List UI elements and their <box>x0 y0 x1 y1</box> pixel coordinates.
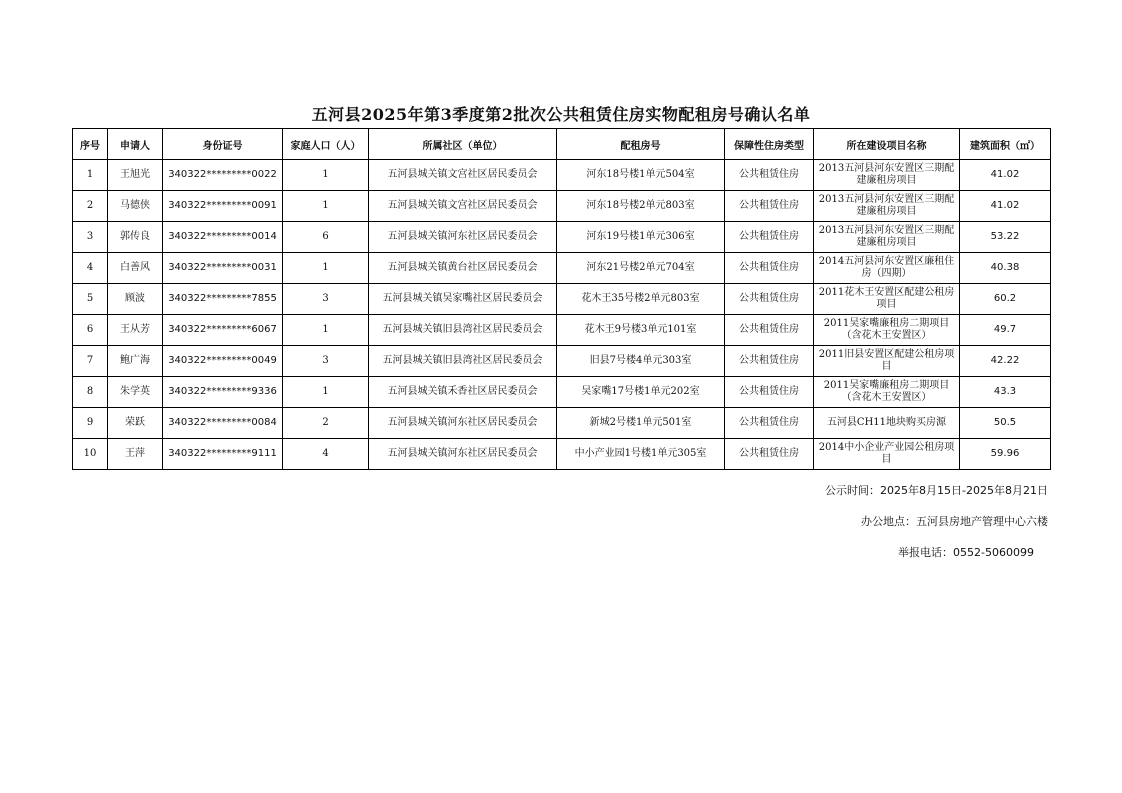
cell-project: 2011吴家嘴廉租房二期项目（含花木王安置区） <box>814 377 960 408</box>
office-location: 办公地点：五河县房地产管理中心六楼 <box>861 515 1048 528</box>
table-row <box>73 315 1051 346</box>
cell-housing-type: 公共租赁住房 <box>725 160 814 191</box>
cell-room: 河东21号楼2单元704室 <box>557 253 725 284</box>
cell-applicant: 王旭光 <box>108 160 163 191</box>
cell-housing-type: 公共租赁住房 <box>725 222 814 253</box>
cell-seq: 8 <box>73 377 108 408</box>
cell-id-number: 340322*********9111 <box>163 439 283 470</box>
cell-family-size: 6 <box>283 222 369 253</box>
cell-id-number: 340322*********6067 <box>163 315 283 346</box>
cell-housing-type: 公共租赁住房 <box>725 377 814 408</box>
cell-project: 2011花木王安置区配建公租房项目 <box>814 284 960 315</box>
cell-area: 43.3 <box>960 377 1051 408</box>
cell-applicant: 王从芳 <box>108 315 163 346</box>
cell-seq: 5 <box>73 284 108 315</box>
cell-community: 五河县城关镇河东社区居民委员会 <box>369 222 557 253</box>
cell-seq: 10 <box>73 439 108 470</box>
header-community: 所属社区（单位） <box>369 129 557 160</box>
cell-applicant: 荣跃 <box>108 408 163 439</box>
cell-id-number: 340322*********0022 <box>163 160 283 191</box>
cell-project: 五河县CH11地块购买房源 <box>814 408 960 439</box>
cell-applicant: 鲍广海 <box>108 346 163 377</box>
document-title: 五河县2025年第3季度第2批次公共租赁住房实物配租房号确认名单 <box>311 105 811 124</box>
confirmation-table <box>72 128 1051 470</box>
table-row <box>73 408 1051 439</box>
cell-id-number: 340322*********0014 <box>163 222 283 253</box>
table-row <box>73 222 1051 253</box>
cell-project: 2013五河县河东安置区三期配建廉租房项目 <box>814 222 960 253</box>
cell-room: 花木王9号楼3单元101室 <box>557 315 725 346</box>
cell-family-size: 1 <box>283 315 369 346</box>
cell-housing-type: 公共租赁住房 <box>725 191 814 222</box>
cell-housing-type: 公共租赁住房 <box>725 253 814 284</box>
cell-id-number: 340322*********0091 <box>163 191 283 222</box>
table-row <box>73 284 1051 315</box>
table-row <box>73 439 1051 470</box>
header-family-size: 家庭人口（人） <box>283 129 369 160</box>
cell-seq: 1 <box>73 160 108 191</box>
cell-area: 53.22 <box>960 222 1051 253</box>
cell-room: 吴家嘴17号楼1单元202室 <box>557 377 725 408</box>
cell-room: 河东19号楼1单元306室 <box>557 222 725 253</box>
cell-family-size: 2 <box>283 408 369 439</box>
header-id-number: 身份证号 <box>163 129 283 160</box>
cell-community: 五河县城关镇吴家嘴社区居民委员会 <box>369 284 557 315</box>
cell-area: 41.02 <box>960 191 1051 222</box>
cell-community: 五河县城关镇旧县湾社区居民委员会 <box>369 315 557 346</box>
cell-area: 40.38 <box>960 253 1051 284</box>
cell-seq: 9 <box>73 408 108 439</box>
cell-applicant: 王萍 <box>108 439 163 470</box>
cell-community: 五河县城关镇黄台社区居民委员会 <box>369 253 557 284</box>
header-area: 建筑面积（㎡） <box>960 129 1051 160</box>
cell-family-size: 1 <box>283 160 369 191</box>
cell-applicant: 白善风 <box>108 253 163 284</box>
cell-id-number: 340322*********0049 <box>163 346 283 377</box>
cell-room: 中小产业园1号楼1单元305室 <box>557 439 725 470</box>
cell-area: 41.02 <box>960 160 1051 191</box>
cell-room: 河东18号楼1单元504室 <box>557 160 725 191</box>
cell-community: 五河县城关镇旧县湾社区居民委员会 <box>369 346 557 377</box>
cell-applicant: 朱学英 <box>108 377 163 408</box>
cell-room: 旧县7号楼4单元303室 <box>557 346 725 377</box>
cell-community: 五河县城关镇禾香社区居民委员会 <box>369 377 557 408</box>
cell-room: 河东18号楼2单元803室 <box>557 191 725 222</box>
cell-seq: 3 <box>73 222 108 253</box>
cell-community: 五河县城关镇河东社区居民委员会 <box>369 408 557 439</box>
table-header-row <box>73 129 1051 160</box>
cell-housing-type: 公共租赁住房 <box>725 346 814 377</box>
header-project: 所在建设项目名称 <box>814 129 960 160</box>
cell-seq: 2 <box>73 191 108 222</box>
cell-housing-type: 公共租赁住房 <box>725 439 814 470</box>
cell-project: 2014中小企业产业园公租房项目 <box>814 439 960 470</box>
cell-project: 2013五河县河东安置区三期配建廉租房项目 <box>814 160 960 191</box>
cell-project: 2011吴家嘴廉租房二期项目（含花木王安置区） <box>814 315 960 346</box>
table-row <box>73 377 1051 408</box>
cell-family-size: 3 <box>283 346 369 377</box>
cell-applicant: 郭传良 <box>108 222 163 253</box>
cell-housing-type: 公共租赁住房 <box>725 315 814 346</box>
cell-seq: 7 <box>73 346 108 377</box>
table-row <box>73 253 1051 284</box>
table-row <box>73 160 1051 191</box>
cell-community: 五河县城关镇文宫社区居民委员会 <box>369 160 557 191</box>
cell-room: 花木王35号楼2单元803室 <box>557 284 725 315</box>
table-row <box>73 191 1051 222</box>
cell-id-number: 340322*********0031 <box>163 253 283 284</box>
cell-area: 42.22 <box>960 346 1051 377</box>
cell-area: 50.5 <box>960 408 1051 439</box>
cell-room: 新城2号楼1单元501室 <box>557 408 725 439</box>
header-room: 配租房号 <box>557 129 725 160</box>
table-row <box>73 346 1051 377</box>
cell-id-number: 340322*********0084 <box>163 408 283 439</box>
cell-id-number: 340322*********9336 <box>163 377 283 408</box>
cell-area: 60.2 <box>960 284 1051 315</box>
header-seq: 序号 <box>73 129 108 160</box>
cell-housing-type: 公共租赁住房 <box>725 284 814 315</box>
header-housing-type: 保障性住房类型 <box>725 129 814 160</box>
cell-family-size: 4 <box>283 439 369 470</box>
header-applicant: 申请人 <box>108 129 163 160</box>
report-phone: 举报电话：0552-5060099 <box>898 546 1034 559</box>
cell-project: 2013五河县河东安置区三期配建廉租房项目 <box>814 191 960 222</box>
cell-applicant: 顾波 <box>108 284 163 315</box>
publicity-period: 公示时间：2025年8月15日-2025年8月21日 <box>825 484 1048 497</box>
cell-project: 2011旧县安置区配建公租房项目 <box>814 346 960 377</box>
cell-family-size: 1 <box>283 377 369 408</box>
cell-area: 59.96 <box>960 439 1051 470</box>
cell-housing-type: 公共租赁住房 <box>725 408 814 439</box>
cell-community: 五河县城关镇河东社区居民委员会 <box>369 439 557 470</box>
cell-seq: 6 <box>73 315 108 346</box>
cell-community: 五河县城关镇文宫社区居民委员会 <box>369 191 557 222</box>
cell-id-number: 340322*********7855 <box>163 284 283 315</box>
cell-area: 49.7 <box>960 315 1051 346</box>
cell-family-size: 1 <box>283 191 369 222</box>
cell-family-size: 3 <box>283 284 369 315</box>
cell-applicant: 马德侠 <box>108 191 163 222</box>
cell-project: 2014五河县河东安置区廉租住房（四期） <box>814 253 960 284</box>
cell-seq: 4 <box>73 253 108 284</box>
cell-family-size: 1 <box>283 253 369 284</box>
